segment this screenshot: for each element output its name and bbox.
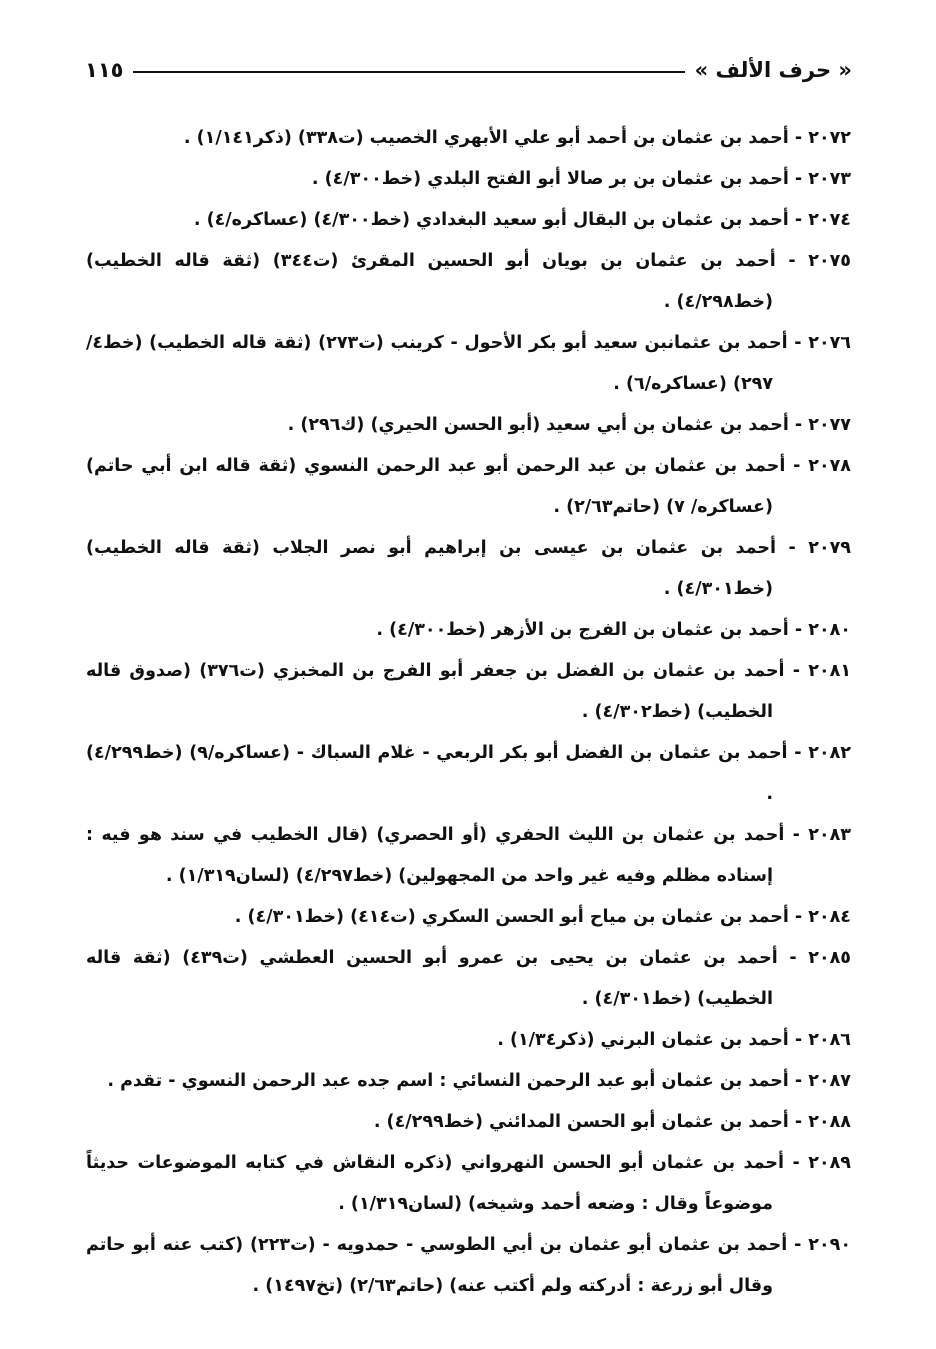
entry-text: أحمد بن عثمان بن أبي سعيد (أبو الحسن الحيري) (ك٢٩٦) . bbox=[287, 415, 789, 435]
biography-entry bbox=[86, 323, 851, 405]
biography-entry bbox=[86, 405, 851, 446]
entry-number: ٢٠٧٨ bbox=[808, 456, 851, 476]
biography-entry bbox=[86, 1102, 851, 1143]
entry-text: أحمد بن عثمان بن بويان أبو الحسين المقرئ (ت٣٤٤) (ثقة قاله الخطيب) (خط٤/٢٩٨) . bbox=[86, 251, 776, 312]
biography-entry bbox=[86, 651, 851, 733]
entry-dash: - bbox=[788, 1112, 809, 1132]
entry-text: أحمد بن عثمان أبو عثمان بن أبي الطوسي - حمدويه - (ت٢٢٣) (كتب عنه أبو حاتم وقال أبو زرعة : أدركته ولم أكتب عنه) (حاتم٢/٦٣) (تخ١٤٩٧) . bbox=[86, 1235, 788, 1296]
header-rule bbox=[133, 71, 684, 73]
page-number: ١١٥ bbox=[85, 58, 124, 82]
entry-dash: - bbox=[776, 538, 809, 558]
entry-dash: - bbox=[788, 907, 809, 927]
entry-dash: - bbox=[788, 128, 809, 148]
biography-entry bbox=[86, 200, 851, 241]
biography-entry bbox=[86, 118, 851, 159]
biography-entry bbox=[86, 528, 851, 610]
entry-dash: - bbox=[787, 743, 809, 763]
entry-text: أحمد بن عثمان بن بر صالا أبو الفتح البلدي (خط٤/٣٠٠) . bbox=[311, 169, 789, 189]
entry-number: ٢٠٨٣ bbox=[808, 825, 851, 845]
entry-dash: - bbox=[787, 1235, 809, 1255]
page-header bbox=[85, 52, 852, 88]
entry-list bbox=[86, 118, 851, 1307]
entry-text: أحمد بن عثمان البرني (ذكر١/٣٤) . bbox=[497, 1030, 789, 1050]
entry-text: أحمد بن عثمان بن الفرج بن الأزهر (خط٤/٣٠٠) . bbox=[376, 620, 789, 640]
entry-text: أحمد بن عثمان أبو الحسن النهرواني (ذكره النقاش في كتابه الموضوعات حديثاً موضوعاً وقال : وضعه أحمد وشيخه) (لسان١/٣١٩) . bbox=[86, 1153, 785, 1214]
entry-number: ٢٠٩٠ bbox=[808, 1235, 852, 1255]
entry-number: ٢٠٨٧ bbox=[808, 1071, 851, 1091]
entry-number: ٢٠٧٣ bbox=[808, 169, 851, 189]
entry-number: ٢٠٨٠ bbox=[808, 620, 851, 640]
entry-text: أحمد بن عثمان بن عيسى بن إبراهيم أبو نصر الجلاب (ثقة قاله الخطيب) (خط٤/٣٠١) . bbox=[86, 538, 776, 599]
biography-entry bbox=[86, 1143, 851, 1225]
biography-entry bbox=[86, 241, 851, 323]
entry-text: أحمد بن عثمان أبو عبد الرحمن النسائي : اسم جده عبد الرحمن النسوي - تقدم . bbox=[107, 1071, 789, 1091]
entry-dash: - bbox=[784, 1153, 809, 1173]
biography-entry bbox=[86, 159, 851, 200]
entry-number: ٢٠٧٦ bbox=[808, 333, 851, 353]
entry-dash: - bbox=[777, 948, 809, 968]
entry-number: ٢٠٨٩ bbox=[808, 1153, 851, 1173]
running-title: « حرف الألف » bbox=[694, 58, 852, 82]
entry-text: أحمد بن عثمان بن أحمد أبو علي الأبهري الخصيب (ت٣٣٨) (ذكر١/١٤١) . bbox=[183, 128, 789, 148]
entry-dash: - bbox=[788, 415, 809, 435]
entry-number: ٢٠٨٤ bbox=[808, 907, 851, 927]
entry-dash: - bbox=[784, 825, 809, 845]
entry-number: ٢٠٨٢ bbox=[808, 743, 851, 763]
entry-number: ٢٠٧٩ bbox=[808, 538, 851, 558]
biography-entry bbox=[86, 1020, 851, 1061]
entry-text: أحمد بن عثمان أبو الحسن المدائني (خط٤/٢٩٩) . bbox=[373, 1112, 789, 1132]
entry-number: ٢٠٨١ bbox=[808, 661, 852, 681]
entry-dash: - bbox=[788, 169, 809, 189]
biography-entry bbox=[86, 897, 851, 938]
biography-entry bbox=[86, 733, 851, 815]
entry-text: أحمد بن عثمان بن الفضل بن جعفر أبو الفرج بن المخبزي (ت٣٧٦) (صدوق قاله الخطيب) (خط٤/٣٠٢) . bbox=[86, 661, 785, 722]
entry-text: أحمد بن عثمان بن الفضل أبو بكر الربعي - غلام السباك - (عساكره/٩) (خط٤/٢٩٩) . bbox=[86, 743, 788, 804]
biography-entry bbox=[86, 610, 851, 651]
entry-dash: - bbox=[787, 333, 809, 353]
biography-entry bbox=[86, 938, 851, 1020]
entry-number: ٢٠٧٥ bbox=[808, 251, 851, 271]
entry-dash: - bbox=[788, 620, 809, 640]
entry-text: أحمد بن عثمانبن سعيد أبو بكر الأحول - كرينب (ت٢٧٣) (ثقة قاله الخطيب) (خط٤/ ٢٩٧) (عساكره/٦) . bbox=[86, 333, 788, 394]
entry-number: ٢٠٨٥ bbox=[808, 948, 851, 968]
entry-text: أحمد بن عثمان بن عبد الرحمن أبو عبد الرحمن النسوي (ثقة قاله ابن أبي حاتم) (عساكره/ ٧) (حاتم٢/٦٣) . bbox=[86, 456, 786, 517]
biography-entry bbox=[86, 1225, 851, 1307]
entry-number: ٢٠٨٦ bbox=[808, 1030, 851, 1050]
entry-dash: - bbox=[785, 456, 809, 476]
entry-number: ٢٠٧٧ bbox=[808, 415, 851, 435]
biography-entry bbox=[86, 815, 851, 897]
entry-number: ٢٠٧٢ bbox=[808, 128, 851, 148]
entry-text: أحمد بن عثمان بن البقال أبو سعيد البغدادي (خط٤/٣٠٠) (عساكره/٤) . bbox=[193, 210, 789, 230]
biography-entry bbox=[86, 1061, 851, 1102]
entry-dash: - bbox=[788, 1030, 809, 1050]
entry-text: أحمد بن عثمان بن مياح أبو الحسن السكري (ت٤١٤) (خط٤/٣٠١) . bbox=[234, 907, 789, 927]
entry-dash: - bbox=[784, 661, 809, 681]
entry-dash: - bbox=[775, 251, 809, 271]
entry-text: أحمد بن عثمان بن يحيى بن عمرو أبو الحسين العطشي (ت٤٣٩) (ثقة قاله الخطيب) (خط٤/٣٠١) . bbox=[86, 948, 778, 1009]
entry-number: ٢٠٧٤ bbox=[808, 210, 851, 230]
entry-text: أحمد بن عثمان بن الليث الحفري (أو الحصري) (قال الخطيب في سند هو فيه : إسناده مظلم وفيه غير واحد من المجهولين) (خط٤/٢٩٧) (لسان١/٣١٩) . bbox=[86, 825, 785, 886]
biography-entry bbox=[86, 446, 851, 528]
entry-dash: - bbox=[788, 1071, 809, 1091]
entry-number: ٢٠٨٨ bbox=[808, 1112, 851, 1132]
entry-dash: - bbox=[788, 210, 809, 230]
